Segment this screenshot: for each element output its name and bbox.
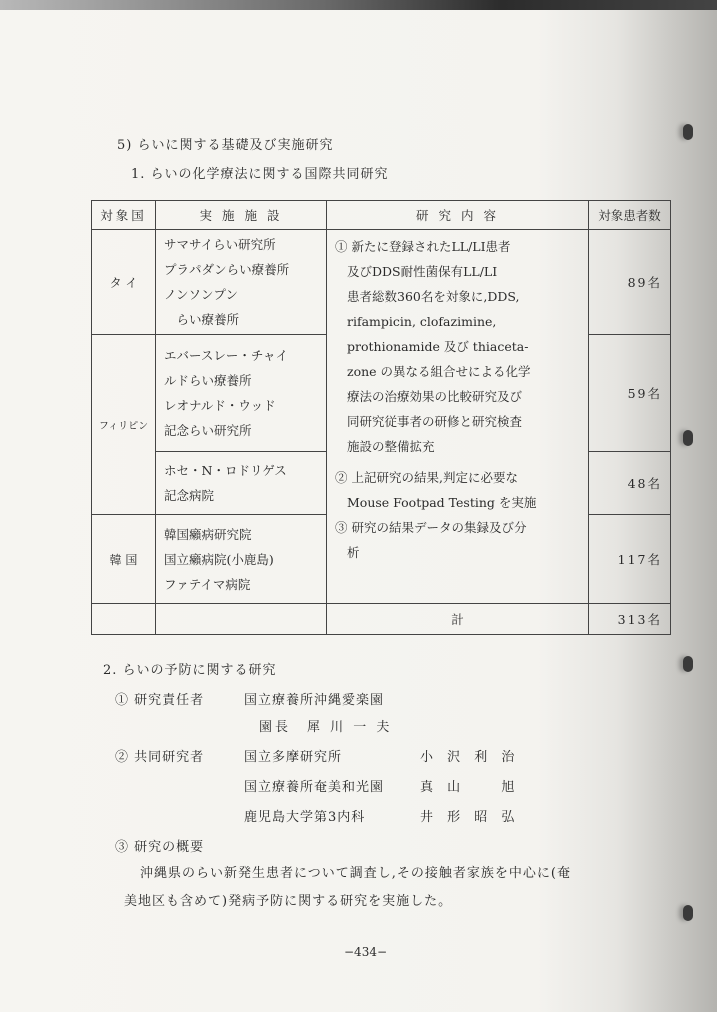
facility-cell xyxy=(156,335,327,452)
country-cell: 韓 国 xyxy=(92,515,156,604)
facility-cell xyxy=(156,452,327,515)
total-empty-cell xyxy=(92,604,156,635)
country-cell: タ イ xyxy=(92,230,156,335)
header-country: 対象国 xyxy=(92,201,156,230)
table-total-row xyxy=(92,604,671,635)
content-line: ③ 研究の結果データの集録及び分 xyxy=(335,520,527,535)
total-empty-cell xyxy=(156,604,327,635)
co-researcher-name: 小 沢 利 治 xyxy=(420,750,520,765)
binding-hole xyxy=(683,430,693,446)
content-line: ① 新たに登録されたLL/LI患者 xyxy=(335,239,511,254)
facility-line: ファテイマ病院 xyxy=(164,576,251,592)
research-content-cell xyxy=(327,230,589,604)
count-cell: 59名 xyxy=(589,335,671,452)
content-line: 析 xyxy=(347,545,360,560)
facility-line: ルドらい療養所 xyxy=(164,373,252,388)
facility-line: ノンソンプン xyxy=(164,287,239,302)
table-row xyxy=(92,230,671,335)
header-count: 対象患者数 xyxy=(589,201,671,230)
facility-line: サマサイらい研究所 xyxy=(164,237,276,252)
co-researcher-org: 国立療養所奄美和光園 xyxy=(244,780,385,795)
scan-top-edge xyxy=(0,0,717,10)
content-line: 同研究従事者の研修と研究検査 xyxy=(347,414,523,429)
facility-line: 記念病院 xyxy=(164,488,215,503)
content-line: 施設の整備拡充 xyxy=(347,439,435,454)
count-cell: 48名 xyxy=(589,452,671,515)
facility-line: エバースレー・チャイ xyxy=(164,348,289,363)
facility-line: 国立癩病院(小鹿島) xyxy=(164,551,274,567)
facility-cell xyxy=(156,515,327,604)
facility-line: プラパダンらい療養所 xyxy=(164,262,290,277)
content-line: Mouse Footpad Testing を実施 xyxy=(347,495,537,510)
count-cell: 89名 xyxy=(589,230,671,335)
facility-cell xyxy=(156,230,327,335)
total-label: 計 xyxy=(327,604,589,635)
co-researcher-name: 井 形 昭 弘 xyxy=(420,810,520,825)
content-line: zone の異なる組合せによる化学 xyxy=(347,364,531,379)
facility-line: レオナルド・ウッド xyxy=(164,398,276,413)
facility-line: ホセ・N・ロドリゲス xyxy=(164,463,287,478)
count-cell: 117名 xyxy=(589,515,671,604)
country-cell: フィリピン xyxy=(92,335,156,515)
content-line: ② 上記研究の結果,判定に必要な xyxy=(335,470,518,485)
page-number: −434− xyxy=(344,945,388,959)
section-5-heading: 5) らいに関する基礎及び実施研究 xyxy=(117,138,334,153)
facility-line: 韓国癩病研究院 xyxy=(164,526,252,542)
summary-label: ③ 研究の概要 xyxy=(115,840,205,855)
content-line: prothionamide 及び thiaceta- xyxy=(347,339,529,354)
summary-line: 美地区も含めて)発病予防に関する研究を実施した。 xyxy=(124,894,453,909)
header-facilities: 実 施 施 設 xyxy=(156,201,327,230)
section-2-heading: 2. らいの予防に関する研究 xyxy=(103,663,277,678)
binding-hole xyxy=(683,905,693,921)
header-content: 研 究 内 容 xyxy=(327,201,589,230)
co-researcher-org: 国立多摩研究所 xyxy=(244,750,343,765)
content-line: 患者総数360名を対象に,DDS, xyxy=(347,289,520,304)
content-line: 及びDDS耐性菌保有LL/LI xyxy=(347,264,498,279)
table-header-row xyxy=(92,201,671,230)
total-count: 313名 xyxy=(589,604,671,635)
content-line: 療法の治療効果の比較研究及び xyxy=(347,389,523,404)
leader-label: ① 研究責任者 xyxy=(115,693,205,708)
section-5-1-heading: 1. らいの化学療法に関する国際共同研究 xyxy=(131,167,389,182)
co-researcher-name: 真 山 旭 xyxy=(420,780,520,795)
leader-person: 園長 犀 川 一 夫 xyxy=(259,720,393,735)
co-researcher-org: 鹿児島大学第3内科 xyxy=(244,810,366,825)
facility-line: らい療養所 xyxy=(164,312,240,327)
research-table xyxy=(91,200,671,635)
content-line: rifampicin, clofazimine, xyxy=(347,314,497,329)
summary-line: 沖縄県のらい新発生患者について調査し,その接触者家族を中心に(奄 xyxy=(140,866,571,881)
co-researchers-label: ② 共同研究者 xyxy=(115,750,205,765)
leader-org: 国立療養所沖縄愛楽園 xyxy=(244,693,385,708)
binding-hole xyxy=(683,124,693,140)
facility-line: 記念らい研究所 xyxy=(164,423,252,438)
binding-hole xyxy=(683,656,693,672)
